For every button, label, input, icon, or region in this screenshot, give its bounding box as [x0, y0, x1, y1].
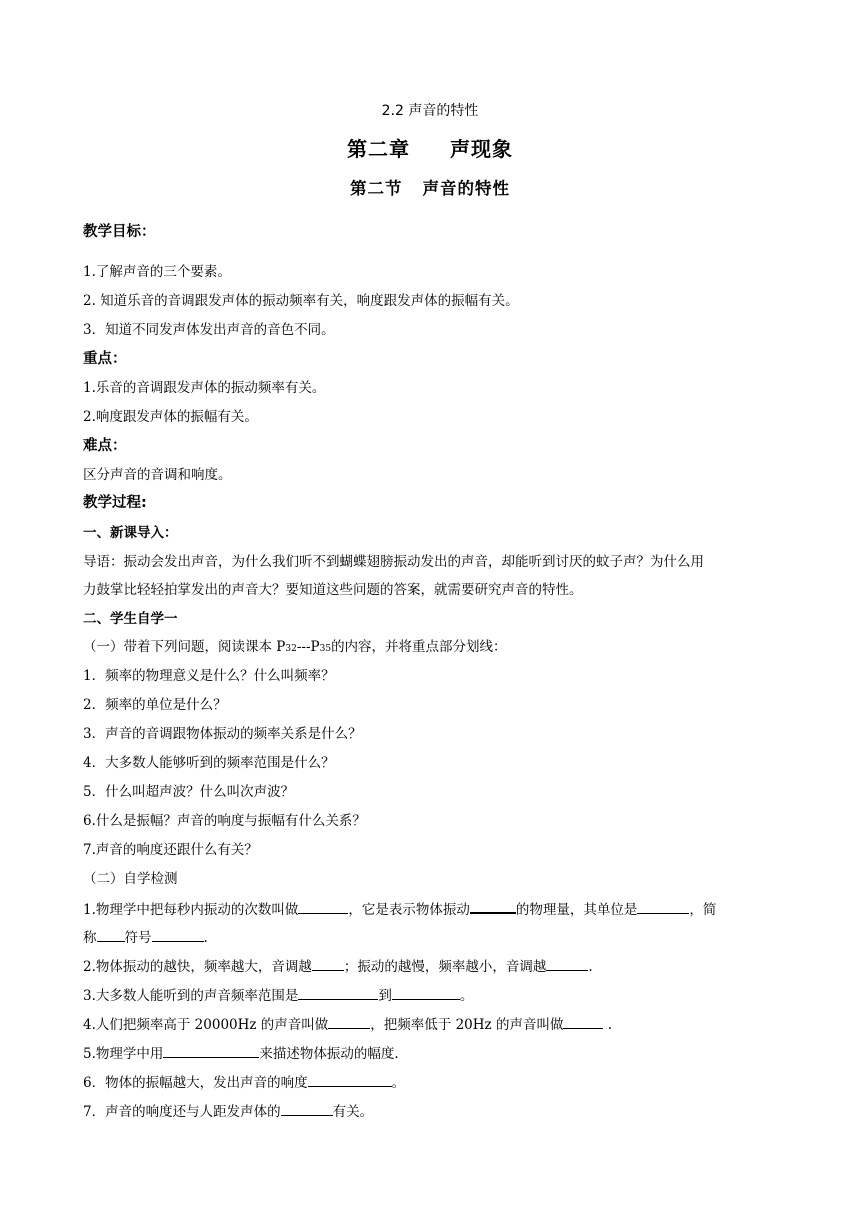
answer-blank[interactable]: [312, 957, 344, 971]
question-item: 2．频率的单位是什么？: [83, 697, 227, 713]
question-item: 3．声音的音调跟物体振动的频率关系是什么？: [83, 726, 362, 742]
chapter-title: [0, 136, 860, 162]
objective-item: 1.了解声音的三个要素。: [83, 264, 231, 280]
self-check-heading: （二）自学检测: [83, 871, 178, 887]
question-item: 1．频率的物理意义是什么？什么叫频率？: [83, 668, 335, 684]
answer-blank[interactable]: [152, 928, 204, 942]
answer-blank[interactable]: [637, 900, 689, 914]
answer-blank[interactable]: [328, 1015, 370, 1029]
check-question-1-cont: 称 符号 .: [83, 930, 208, 946]
check-question-1: 1.物理学中把每秒内振动的次数叫做 ，它是表示物体振动 的物理量，其单位是 ，简: [83, 899, 780, 919]
page-start: 32: [285, 644, 297, 654]
section-name: 声音的特性: [422, 179, 510, 198]
question-item: 5．什么叫超声波？什么叫次声波？: [83, 784, 295, 800]
objective-item: 2. 知道乐音的音调跟发声体的振动频率有关，响度跟发声体的振幅有关。: [83, 293, 519, 309]
answer-blank[interactable]: [163, 1044, 259, 1058]
check-question-2: 2.物体振动的越快，频率越大，音调越 ；振动的越慢，频率越小，音调越 .: [83, 959, 593, 975]
check-question-3: 3.大多数人能听到的声音频率范围是 到 。: [83, 988, 474, 1004]
page-end: 35: [319, 644, 332, 654]
answer-blank[interactable]: [281, 1102, 333, 1116]
check-question-7: 7．声音的响度还与人距发声体的 有关。: [83, 1104, 374, 1120]
section-title: [0, 178, 860, 200]
intro-text-line: 力鼓掌比轻轻拍掌发出的声音大？要知道这些问题的答案，就需要研究声音的特性。: [83, 582, 583, 598]
objective-item: 3．知道不同发声体发出声音的音色不同。: [83, 322, 335, 338]
answer-blank[interactable]: [97, 928, 125, 942]
check-question-4: 4.人们把频率高于 20000Hz 的声音叫做 ，把频率低于 20Hz 的声音叫做 .: [83, 1017, 613, 1033]
intro-text-line: 导语：振动会发出声音，为什么我们听不到蝴蝶翅膀振动发出的声音，却能听到讨厌的蚊子声？为什么用: [83, 554, 704, 570]
process-heading: 教学过程:: [83, 495, 147, 511]
answer-blank[interactable]: [308, 1073, 392, 1087]
key-point-item: 2.响度跟发声体的振幅有关。: [83, 409, 258, 425]
check-question-6: 6．物体的振幅越大，发出声音的响度 。: [83, 1075, 406, 1091]
key-points-heading: 重点：: [83, 351, 127, 367]
intro-heading: 一、新课导入：: [83, 525, 178, 541]
check-question-5: 5.物理学中用 来描述物体振动的幅度.: [83, 1046, 399, 1062]
key-point-item: 1.乐音的音调跟发声体的振动频率有关。: [83, 380, 326, 396]
reading-instruction: （一）带着下列问题，阅读课本 P32---P35的内容，并将重点部分划线：: [83, 639, 507, 655]
self-study-heading: 二、学生自学一: [83, 611, 178, 627]
difficulty-item: 区分声音的音调和响度。: [83, 467, 232, 483]
section-number: 第二节: [350, 179, 403, 198]
question-item: 7.声音的响度还跟什么有关？: [83, 842, 258, 858]
answer-blank[interactable]: [470, 899, 516, 914]
lesson-code: 2.2 声音的特性: [381, 103, 479, 119]
answer-blank[interactable]: [298, 986, 378, 1000]
question-item: 4．大多数人能够听到的频率范围是什么？: [83, 755, 335, 771]
answer-blank[interactable]: [392, 986, 460, 1000]
chapter-number: 第二章: [347, 137, 410, 161]
question-item: 6.什么是振幅？声音的响度与振幅有什么关系？: [83, 813, 366, 829]
answer-blank[interactable]: [298, 900, 348, 914]
difficulties-heading: 难点：: [83, 438, 127, 454]
answer-blank[interactable]: [546, 957, 588, 971]
answer-blank[interactable]: [563, 1015, 603, 1029]
chapter-name: 声现象: [450, 137, 513, 161]
objectives-heading: 教学目标：: [83, 224, 156, 240]
